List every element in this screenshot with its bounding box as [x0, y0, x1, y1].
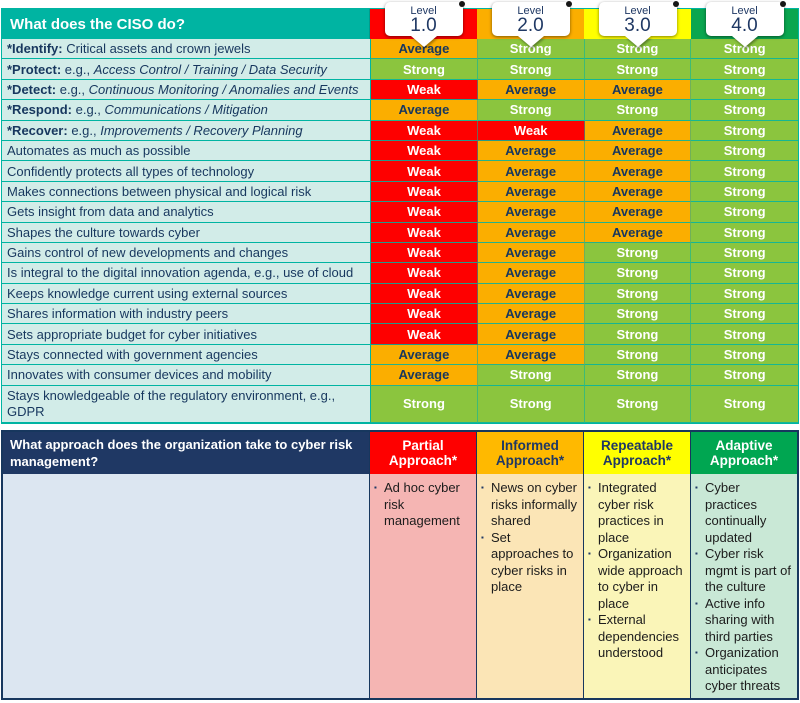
rating-cell-average: Average — [371, 345, 478, 365]
level-strip-1.0 — [370, 5, 477, 39]
ciso-row — [2, 284, 798, 304]
row-label-text — [7, 102, 268, 117]
label-part: *Protect: — [7, 61, 62, 77]
rating-cell-average: Average — [371, 100, 478, 120]
label-part: Access Control / Training / Data Security — [93, 61, 327, 77]
rating-cell-strong: Strong — [585, 284, 692, 304]
approach-column-body — [476, 474, 583, 698]
label-part: e.g., — [67, 122, 101, 138]
rating-cell-weak: Weak — [371, 304, 478, 324]
rating-cell-average: Average — [585, 121, 692, 141]
approach-column-bodies — [369, 474, 797, 698]
ciso-table-header-row — [2, 5, 798, 39]
rating-cell-strong: Strong — [691, 243, 798, 263]
row-label — [2, 324, 371, 344]
level-badge-4.0 — [706, 2, 784, 36]
row-label-text — [7, 286, 287, 301]
bullet-item — [588, 546, 688, 612]
rating-cell-strong: Strong — [691, 223, 798, 243]
rating-cell-weak: Weak — [371, 284, 478, 304]
bullet-text: Cyber risk mgmt is part of the culture — [705, 546, 791, 594]
row-label — [2, 39, 371, 59]
ciso-row — [2, 39, 798, 59]
row-label — [2, 59, 371, 79]
approach-bullet-list — [481, 480, 581, 596]
rating-cell-strong: Strong — [585, 243, 692, 263]
row-label — [2, 304, 371, 324]
ciso-row — [2, 324, 798, 344]
rating-cell-strong: Strong — [691, 182, 798, 202]
label-part: Gains control of new developments and changes — [7, 245, 289, 261]
rating-cell-strong: Strong — [478, 365, 585, 385]
row-label — [2, 284, 371, 304]
bullet-item — [695, 596, 795, 646]
ciso-row — [2, 202, 798, 222]
row-label — [2, 263, 371, 283]
rating-cell-strong: Strong — [585, 324, 692, 344]
approach-bullet-list — [588, 480, 688, 662]
ciso-table-rows — [2, 39, 798, 423]
badge-pin-icon — [566, 1, 572, 7]
row-label — [2, 202, 371, 222]
ciso-row — [2, 365, 798, 385]
level-badge-1.0 — [385, 2, 463, 36]
label-part: e.g., — [72, 102, 105, 118]
label-part: Shares information with industry peers — [7, 306, 229, 322]
bullet-item — [695, 645, 795, 695]
rating-cell-strong: Strong — [585, 100, 692, 120]
rating-cell-weak: Weak — [371, 121, 478, 141]
rating-cell-weak: Weak — [371, 161, 478, 181]
badge-pin-icon — [780, 1, 786, 7]
bullet-square-icon: ▪ — [481, 532, 484, 542]
row-label-text — [7, 62, 327, 77]
label-part: Improvements / Recovery Planning — [100, 122, 303, 138]
ciso-row — [2, 100, 798, 120]
approach-title: What approach does the organization take to cyber risk management? — [3, 432, 369, 474]
ciso-row — [2, 386, 798, 423]
ciso-row — [2, 182, 798, 202]
row-label-text — [7, 204, 214, 219]
rating-cell-strong: Strong — [691, 324, 798, 344]
row-label — [2, 345, 371, 365]
bullet-square-icon: ▪ — [695, 598, 698, 608]
label-part: Innovates with consumer devices and mobility — [7, 367, 272, 383]
rating-cell-strong: Strong — [691, 39, 798, 59]
label-part: Sets appropriate budget for cyber initiatives — [7, 326, 258, 342]
row-label-text — [7, 184, 311, 199]
rating-cell-strong: Strong — [691, 284, 798, 304]
rating-cell-strong: Strong — [691, 304, 798, 324]
row-label-text — [7, 41, 250, 56]
rating-cell-strong: Strong — [691, 386, 798, 423]
rating-cell-average: Average — [585, 182, 692, 202]
row-label-text — [7, 245, 288, 260]
rating-cell-average: Average — [478, 202, 585, 222]
rating-cell-average: Average — [585, 161, 692, 181]
rating-cell-strong: Strong — [691, 345, 798, 365]
level-badge-2.0 — [492, 2, 570, 36]
rating-cell-weak: Weak — [371, 182, 478, 202]
row-label — [2, 386, 371, 423]
approach-column-body — [583, 474, 690, 698]
rating-cell-average: Average — [478, 141, 585, 161]
label-part: *Identify: — [7, 41, 63, 57]
rating-cell-strong: Strong — [585, 59, 692, 79]
row-label-text — [7, 265, 353, 280]
approach-column-header: Adaptive Approach* — [690, 432, 797, 474]
row-label-text — [7, 143, 191, 158]
row-label — [2, 161, 371, 181]
approach-column-header: Partial Approach* — [369, 432, 476, 474]
rating-cell-average: Average — [371, 39, 478, 59]
bullet-square-icon: ▪ — [695, 648, 698, 657]
rating-cell-strong: Strong — [691, 263, 798, 283]
level-badge-value: 1.0 — [410, 15, 437, 36]
rating-cell-weak: Weak — [371, 223, 478, 243]
rating-cell-average: Average — [585, 223, 692, 243]
level-strips — [370, 5, 798, 39]
rating-cell-average: Average — [585, 202, 692, 222]
row-label-text — [7, 306, 228, 321]
rating-cell-strong: Strong — [691, 121, 798, 141]
label-part: Confidently protects all types of technology — [7, 163, 255, 179]
rating-cell-average: Average — [478, 263, 585, 283]
level-badge-value: 2.0 — [517, 15, 544, 36]
level-strip-4.0 — [691, 5, 798, 39]
label-part: *Recover: — [7, 122, 68, 138]
rating-cell-strong: Strong — [585, 304, 692, 324]
ciso-row — [2, 80, 798, 100]
row-label — [2, 121, 371, 141]
rating-cell-average: Average — [478, 80, 585, 100]
row-label-text — [7, 82, 358, 97]
approach-section — [1, 430, 799, 700]
level-badge-value: 4.0 — [731, 15, 758, 36]
rating-cell-weak: Weak — [371, 263, 478, 283]
rating-cell-average: Average — [371, 365, 478, 385]
rating-cell-average: Average — [478, 345, 585, 365]
approach-header-row — [3, 432, 797, 474]
level-badge-value: 3.0 — [624, 15, 651, 36]
rating-cell-weak: Weak — [371, 202, 478, 222]
bullet-item — [695, 480, 795, 546]
approach-column-header: Repeatable Approach* — [583, 432, 690, 474]
ciso-row — [2, 304, 798, 324]
row-label — [2, 365, 371, 385]
rating-cell-strong: Strong — [585, 345, 692, 365]
rating-cell-weak: Weak — [371, 324, 478, 344]
label-part: Shapes the culture towards cyber — [7, 224, 200, 240]
ciso-row — [2, 263, 798, 283]
rating-cell-strong: Strong — [478, 386, 585, 423]
bullet-item — [588, 480, 688, 546]
ciso-row — [2, 345, 798, 365]
approach-body-row — [3, 474, 797, 698]
label-part: Critical assets and crown jewels — [62, 41, 251, 57]
bullet-text: Organization anticipates cyber threats — [705, 645, 781, 693]
rating-cell-average: Average — [478, 243, 585, 263]
row-label-text — [7, 327, 257, 342]
bullet-item — [374, 480, 474, 530]
rating-cell-strong: Strong — [691, 161, 798, 181]
rating-cell-strong: Strong — [691, 202, 798, 222]
ciso-row — [2, 59, 798, 79]
label-part: Keeps knowledge current using external sources — [7, 285, 288, 301]
approach-bullet-list — [374, 480, 474, 530]
badge-pin-icon — [673, 1, 679, 7]
row-label — [2, 182, 371, 202]
rating-cell-weak: Weak — [371, 243, 478, 263]
label-part: Continuous Monitoring / Anomalies and Events — [88, 81, 359, 97]
approach-bullet-list — [695, 480, 795, 695]
row-label-text — [7, 388, 370, 420]
bullet-square-icon: ▪ — [588, 615, 591, 624]
row-label-text — [7, 367, 271, 382]
bullet-text: Active info sharing with third parties — [705, 595, 775, 644]
rating-cell-strong: Strong — [585, 386, 692, 423]
label-part: e.g., — [56, 81, 89, 97]
ciso-row — [2, 161, 798, 181]
rating-cell-strong: Strong — [371, 59, 478, 79]
bullet-item — [481, 480, 581, 530]
bullet-item — [695, 546, 795, 596]
level-badge-label: Level — [517, 5, 544, 17]
rating-cell-average: Average — [478, 161, 585, 181]
rating-cell-strong: Strong — [585, 263, 692, 283]
row-label-text — [7, 164, 254, 179]
bullet-text: News on cyber risks informally shared — [491, 480, 577, 528]
rating-cell-weak: Weak — [371, 141, 478, 161]
label-part: Stays knowledgeable of the regulatory environment, e.g., GDPR — [7, 387, 336, 419]
level-badge-label: Level — [731, 5, 758, 17]
bullet-item — [588, 612, 688, 662]
rating-cell-strong: Strong — [691, 100, 798, 120]
bullet-item — [481, 530, 581, 596]
rating-cell-average: Average — [478, 182, 585, 202]
label-part: Gets insight from data and analytics — [7, 204, 214, 220]
ciso-row — [2, 121, 798, 141]
approach-column-body — [690, 474, 797, 698]
bullet-text: Set approaches to cyber risks in place — [491, 529, 574, 594]
rating-cell-weak: Weak — [478, 121, 585, 141]
row-label — [2, 141, 371, 161]
rating-cell-strong: Strong — [478, 100, 585, 120]
approach-column-header: Informed Approach* — [476, 432, 583, 474]
bullet-text: Organization wide approach to cyber in place — [598, 546, 683, 611]
rating-cell-average: Average — [478, 284, 585, 304]
rating-cell-strong: Strong — [691, 141, 798, 161]
level-badge-3.0 — [599, 2, 677, 36]
bullet-square-icon: ▪ — [588, 483, 591, 492]
rating-cell-strong: Strong — [478, 39, 585, 59]
rating-cell-average: Average — [478, 223, 585, 243]
bullet-square-icon: ▪ — [588, 549, 591, 558]
rating-cell-strong: Strong — [585, 365, 692, 385]
label-part: Is integral to the digital innovation agenda, e.g., use of cloud — [7, 265, 354, 281]
bullet-square-icon: ▪ — [695, 549, 698, 558]
approach-column-headers — [369, 432, 797, 474]
rating-cell-average: Average — [585, 141, 692, 161]
bullet-text: Integrated cyber risk practices in place — [598, 480, 664, 545]
empty-left-panel — [3, 474, 369, 698]
ciso-row — [2, 243, 798, 263]
approach-column-body — [369, 474, 476, 698]
rating-cell-average: Average — [478, 304, 585, 324]
label-part: Makes connections between physical and logical risk — [7, 183, 312, 199]
rating-cell-average: Average — [478, 324, 585, 344]
ciso-header-title: What does the CISO do? — [2, 9, 370, 39]
label-part: *Respond: — [7, 102, 72, 118]
level-badge-label: Level — [410, 5, 437, 17]
ciso-row — [2, 223, 798, 243]
rating-cell-strong: Strong — [691, 80, 798, 100]
row-label-text — [7, 225, 200, 240]
bullet-square-icon: ▪ — [481, 483, 484, 492]
ciso-maturity-table — [1, 5, 799, 424]
rating-cell-strong: Strong — [691, 365, 798, 385]
bullet-square-icon: ▪ — [374, 483, 377, 492]
bullet-text: Cyber practices continually updated — [705, 480, 767, 545]
label-part: Stays connected with government agencies — [7, 347, 258, 363]
label-part: Communications / Mitigation — [104, 102, 268, 118]
level-strip-3.0 — [584, 5, 691, 39]
rating-cell-weak: Weak — [371, 80, 478, 100]
ciso-row — [2, 141, 798, 161]
rating-cell-strong: Strong — [585, 39, 692, 59]
level-badge-label: Level — [624, 5, 651, 17]
row-label — [2, 80, 371, 100]
badge-pin-icon — [459, 1, 465, 7]
row-label-text — [7, 347, 258, 362]
rating-cell-strong: Strong — [478, 59, 585, 79]
bullet-text: Ad hoc cyber risk management — [384, 480, 460, 528]
row-label — [2, 100, 371, 120]
row-label — [2, 223, 371, 243]
label-part: Automates as much as possible — [7, 143, 191, 159]
level-strip-2.0 — [477, 5, 584, 39]
bullet-text: External dependencies understood — [598, 612, 679, 660]
row-label-text — [7, 123, 303, 138]
rating-cell-strong: Strong — [691, 59, 798, 79]
rating-cell-strong: Strong — [371, 386, 478, 423]
label-part: e.g., — [61, 61, 94, 77]
label-part: *Detect: — [7, 81, 57, 97]
row-label — [2, 243, 371, 263]
rating-cell-average: Average — [585, 80, 692, 100]
bullet-square-icon: ▪ — [695, 483, 698, 492]
